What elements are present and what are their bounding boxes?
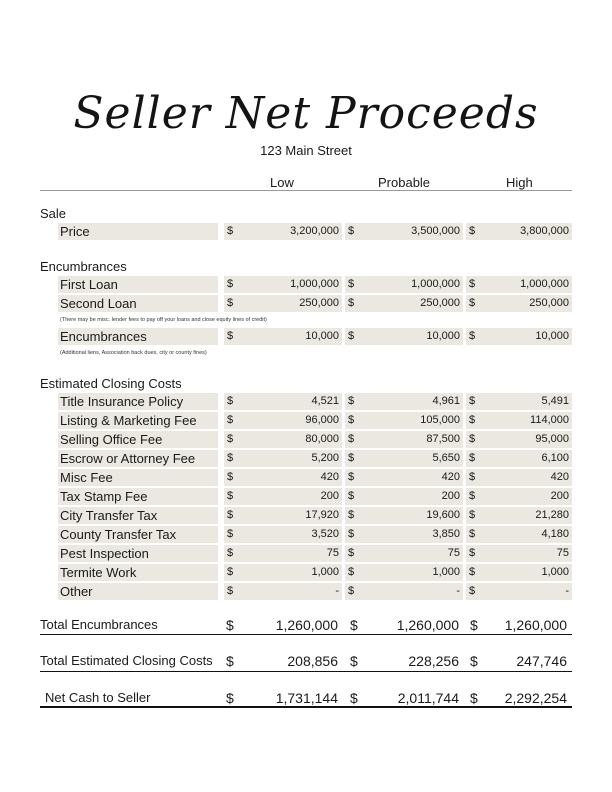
value-high: 75 (556, 547, 569, 559)
table-row-city-transfer-tax (58, 507, 572, 525)
table-row-termite-work (58, 564, 572, 582)
value-cell-low (224, 431, 342, 448)
row-label: Termite Work (58, 564, 218, 581)
value-low: 75 (326, 547, 339, 559)
value-cell-probable (345, 488, 463, 505)
value-low: 80,000 (305, 433, 339, 445)
total-value-probable: 1,260,000 (396, 617, 459, 633)
total-label: Total Encumbrances (40, 617, 158, 632)
total-underline (40, 706, 572, 708)
value-probable: 19,600 (426, 509, 460, 521)
value-probable: 4,961 (432, 395, 460, 407)
total-label: Net Cash to Seller (45, 690, 151, 705)
value-low: 96,000 (305, 414, 339, 426)
table-row-title-insurance-policy (58, 393, 572, 411)
value-cell-high (466, 223, 572, 240)
value-cell-high (466, 564, 572, 581)
row-label: Title Insurance Policy (58, 393, 218, 410)
value-low: 4,521 (311, 395, 339, 407)
value-cell-high (466, 328, 572, 345)
value-cell-high (466, 431, 572, 448)
row-label: Listing & Marketing Fee (58, 412, 218, 429)
section-heading-sale: Sale (40, 206, 67, 221)
table-row-encumbrances (58, 328, 572, 346)
table-row-price (58, 223, 572, 241)
currency-symbol: $ (469, 433, 476, 445)
value-cell-probable (345, 507, 463, 524)
currency-symbol: $ (226, 617, 234, 633)
value-cell-probable (345, 276, 463, 293)
value-low: 200 (320, 490, 339, 502)
value-low: 10,000 (305, 330, 339, 342)
table-row-listing-and-marketing-fee (58, 412, 572, 430)
currency-symbol: $ (227, 490, 234, 502)
value-cell-high (466, 412, 572, 429)
value-probable: 1,000 (432, 566, 460, 578)
total-value-high: 247,746 (516, 653, 567, 669)
value-low: 3,200,000 (290, 225, 339, 237)
value-probable: 1,000,000 (411, 278, 460, 290)
value-high: 4,180 (541, 528, 569, 540)
value-cell-low (224, 276, 342, 293)
row-label: Price (58, 223, 218, 240)
currency-symbol: $ (227, 509, 234, 521)
value-cell-low (224, 526, 342, 543)
value-high: 114,000 (530, 414, 569, 426)
currency-symbol: $ (469, 566, 476, 578)
currency-symbol: $ (227, 547, 234, 559)
value-cell-probable (345, 564, 463, 581)
value-low: 420 (320, 471, 339, 483)
value-low: - (335, 585, 339, 597)
total-value-high: 1,260,000 (504, 617, 567, 633)
value-probable: 3,500,000 (411, 225, 460, 237)
value-high: 1,000,000 (520, 278, 569, 290)
value-low: 5,200 (311, 452, 339, 464)
value-cell-high (466, 450, 572, 467)
value-cell-high (466, 276, 572, 293)
currency-symbol: $ (348, 278, 355, 290)
row-label: Misc Fee (58, 469, 218, 486)
currency-symbol: $ (348, 547, 355, 559)
currency-symbol: $ (469, 395, 476, 407)
currency-symbol: $ (227, 297, 234, 309)
value-cell-low (224, 412, 342, 429)
value-probable: - (456, 585, 460, 597)
currency-symbol: $ (469, 414, 476, 426)
currency-symbol: $ (227, 585, 234, 597)
value-cell-high (466, 545, 572, 562)
value-cell-low (224, 564, 342, 581)
row-label: City Transfer Tax (58, 507, 218, 524)
value-high: 200 (550, 490, 569, 502)
value-high: 6,100 (541, 452, 569, 464)
currency-symbol: $ (348, 528, 355, 540)
value-cell-probable (345, 583, 463, 600)
currency-symbol: $ (469, 330, 476, 342)
total-value-low: 1,731,144 (275, 690, 338, 706)
table-row-other (58, 583, 572, 601)
total-value-low: 1,260,000 (275, 617, 338, 633)
currency-symbol: $ (227, 471, 234, 483)
row-label: First Loan (58, 276, 218, 293)
value-probable: 5,650 (432, 452, 460, 464)
row-label: Selling Office Fee (58, 431, 218, 448)
currency-symbol: $ (348, 433, 355, 445)
value-cell-probable (345, 526, 463, 543)
value-probable: 3,850 (432, 528, 460, 540)
row-label: Tax Stamp Fee (58, 488, 218, 505)
header-divider (40, 190, 572, 191)
value-probable: 250,000 (420, 297, 460, 309)
currency-symbol: $ (348, 585, 355, 597)
value-probable: 75 (447, 547, 460, 559)
value-probable: 87,500 (426, 433, 460, 445)
row-label: Escrow or Attorney Fee (58, 450, 218, 467)
currency-symbol: $ (227, 330, 234, 342)
currency-symbol: $ (350, 653, 358, 669)
currency-symbol: $ (470, 690, 478, 706)
value-cell-high (466, 295, 572, 312)
currency-symbol: $ (348, 414, 355, 426)
value-cell-probable (345, 450, 463, 467)
value-high: 3,800,000 (520, 225, 569, 237)
page-title: Seller Net Proceeds (73, 88, 539, 139)
currency-symbol: $ (348, 330, 355, 342)
value-cell-high (466, 393, 572, 410)
value-cell-low (224, 469, 342, 486)
total-row-total-estimated-closing-costs (40, 653, 572, 673)
currency-symbol: $ (348, 509, 355, 521)
value-cell-high (466, 469, 572, 486)
value-high: 1,000 (541, 566, 569, 578)
total-label: Total Estimated Closing Costs (40, 653, 213, 668)
table-row-county-transfer-tax (58, 526, 572, 544)
table-row-second-loan (58, 295, 572, 313)
value-probable: 420 (441, 471, 460, 483)
value-low: 1,000 (311, 566, 339, 578)
value-high: - (565, 585, 569, 597)
currency-symbol: $ (348, 471, 355, 483)
currency-symbol: $ (350, 617, 358, 633)
currency-symbol: $ (227, 225, 234, 237)
currency-symbol: $ (348, 297, 355, 309)
liens-note: (Additional liens, Association back dues, city or county fines) (60, 350, 207, 356)
value-high: 10,000 (535, 330, 569, 342)
currency-symbol: $ (470, 617, 478, 633)
currency-symbol: $ (469, 528, 476, 540)
currency-symbol: $ (227, 433, 234, 445)
currency-symbol: $ (469, 509, 476, 521)
value-low: 250,000 (299, 297, 339, 309)
value-cell-low (224, 488, 342, 505)
currency-symbol: $ (227, 278, 234, 290)
table-row-tax-stamp-fee (58, 488, 572, 506)
row-label: Encumbrances (58, 328, 218, 345)
section-heading-closing-costs: Estimated Closing Costs (40, 376, 182, 391)
table-row-selling-office-fee (58, 431, 572, 449)
value-cell-probable (345, 295, 463, 312)
value-cell-low (224, 583, 342, 600)
row-label: Pest Inspection (58, 545, 218, 562)
table-row-misc-fee (58, 469, 572, 487)
value-high: 95,000 (535, 433, 569, 445)
currency-symbol: $ (469, 297, 476, 309)
currency-symbol: $ (348, 452, 355, 464)
currency-symbol: $ (469, 278, 476, 290)
currency-symbol: $ (469, 452, 476, 464)
table-row-pest-inspection (58, 545, 572, 563)
value-probable: 10,000 (426, 330, 460, 342)
value-low: 3,520 (311, 528, 339, 540)
value-cell-low (224, 450, 342, 467)
currency-symbol: $ (227, 414, 234, 426)
section-heading-encumbrances: Encumbrances (40, 259, 127, 274)
column-header-high: High (506, 175, 533, 190)
value-cell-probable (345, 469, 463, 486)
total-value-low: 208,856 (287, 653, 338, 669)
currency-symbol: $ (226, 653, 234, 669)
value-cell-high (466, 526, 572, 543)
value-cell-probable (345, 328, 463, 345)
currency-symbol: $ (227, 528, 234, 540)
loans-note: (There may be misc. lender fees to pay off your loans and close equity lines of credit) (60, 317, 267, 323)
value-cell-low (224, 507, 342, 524)
currency-symbol: $ (469, 471, 476, 483)
column-header-low: Low (270, 175, 294, 190)
row-label: County Transfer Tax (58, 526, 218, 543)
total-value-probable: 2,011,744 (397, 690, 459, 706)
table-row-escrow-or-attorney-fee (58, 450, 572, 468)
value-probable: 200 (441, 490, 460, 502)
value-cell-probable (345, 223, 463, 240)
value-cell-low (224, 328, 342, 345)
currency-symbol: $ (348, 395, 355, 407)
currency-symbol: $ (348, 225, 355, 237)
value-high: 5,491 (541, 395, 569, 407)
table-row-first-loan (58, 276, 572, 294)
currency-symbol: $ (226, 690, 234, 706)
total-underline (40, 634, 572, 635)
currency-symbol: $ (469, 547, 476, 559)
currency-symbol: $ (227, 566, 234, 578)
value-cell-high (466, 488, 572, 505)
currency-symbol: $ (469, 490, 476, 502)
currency-symbol: $ (469, 225, 476, 237)
value-cell-high (466, 583, 572, 600)
currency-symbol: $ (227, 452, 234, 464)
currency-symbol: $ (470, 653, 478, 669)
currency-symbol: $ (350, 690, 358, 706)
row-label: Other (58, 583, 218, 600)
currency-symbol: $ (469, 585, 476, 597)
value-cell-probable (345, 431, 463, 448)
value-cell-low (224, 223, 342, 240)
value-cell-high (466, 507, 572, 524)
value-cell-low (224, 295, 342, 312)
value-cell-low (224, 545, 342, 562)
currency-symbol: $ (348, 566, 355, 578)
value-cell-probable (345, 412, 463, 429)
total-underline (40, 671, 572, 672)
total-value-probable: 228,256 (408, 653, 459, 669)
value-probable: 105,000 (420, 414, 460, 426)
currency-symbol: $ (348, 490, 355, 502)
total-value-high: 2,292,254 (504, 690, 567, 706)
value-low: 1,000,000 (290, 278, 339, 290)
value-low: 17,920 (305, 509, 339, 521)
value-cell-low (224, 393, 342, 410)
value-cell-probable (345, 545, 463, 562)
value-high: 250,000 (529, 297, 569, 309)
value-high: 21,280 (535, 509, 569, 521)
row-label: Second Loan (58, 295, 218, 312)
property-address: 123 Main Street (260, 143, 352, 158)
column-header-probable: Probable (378, 175, 431, 190)
currency-symbol: $ (227, 395, 234, 407)
value-cell-probable (345, 393, 463, 410)
value-high: 420 (550, 471, 569, 483)
